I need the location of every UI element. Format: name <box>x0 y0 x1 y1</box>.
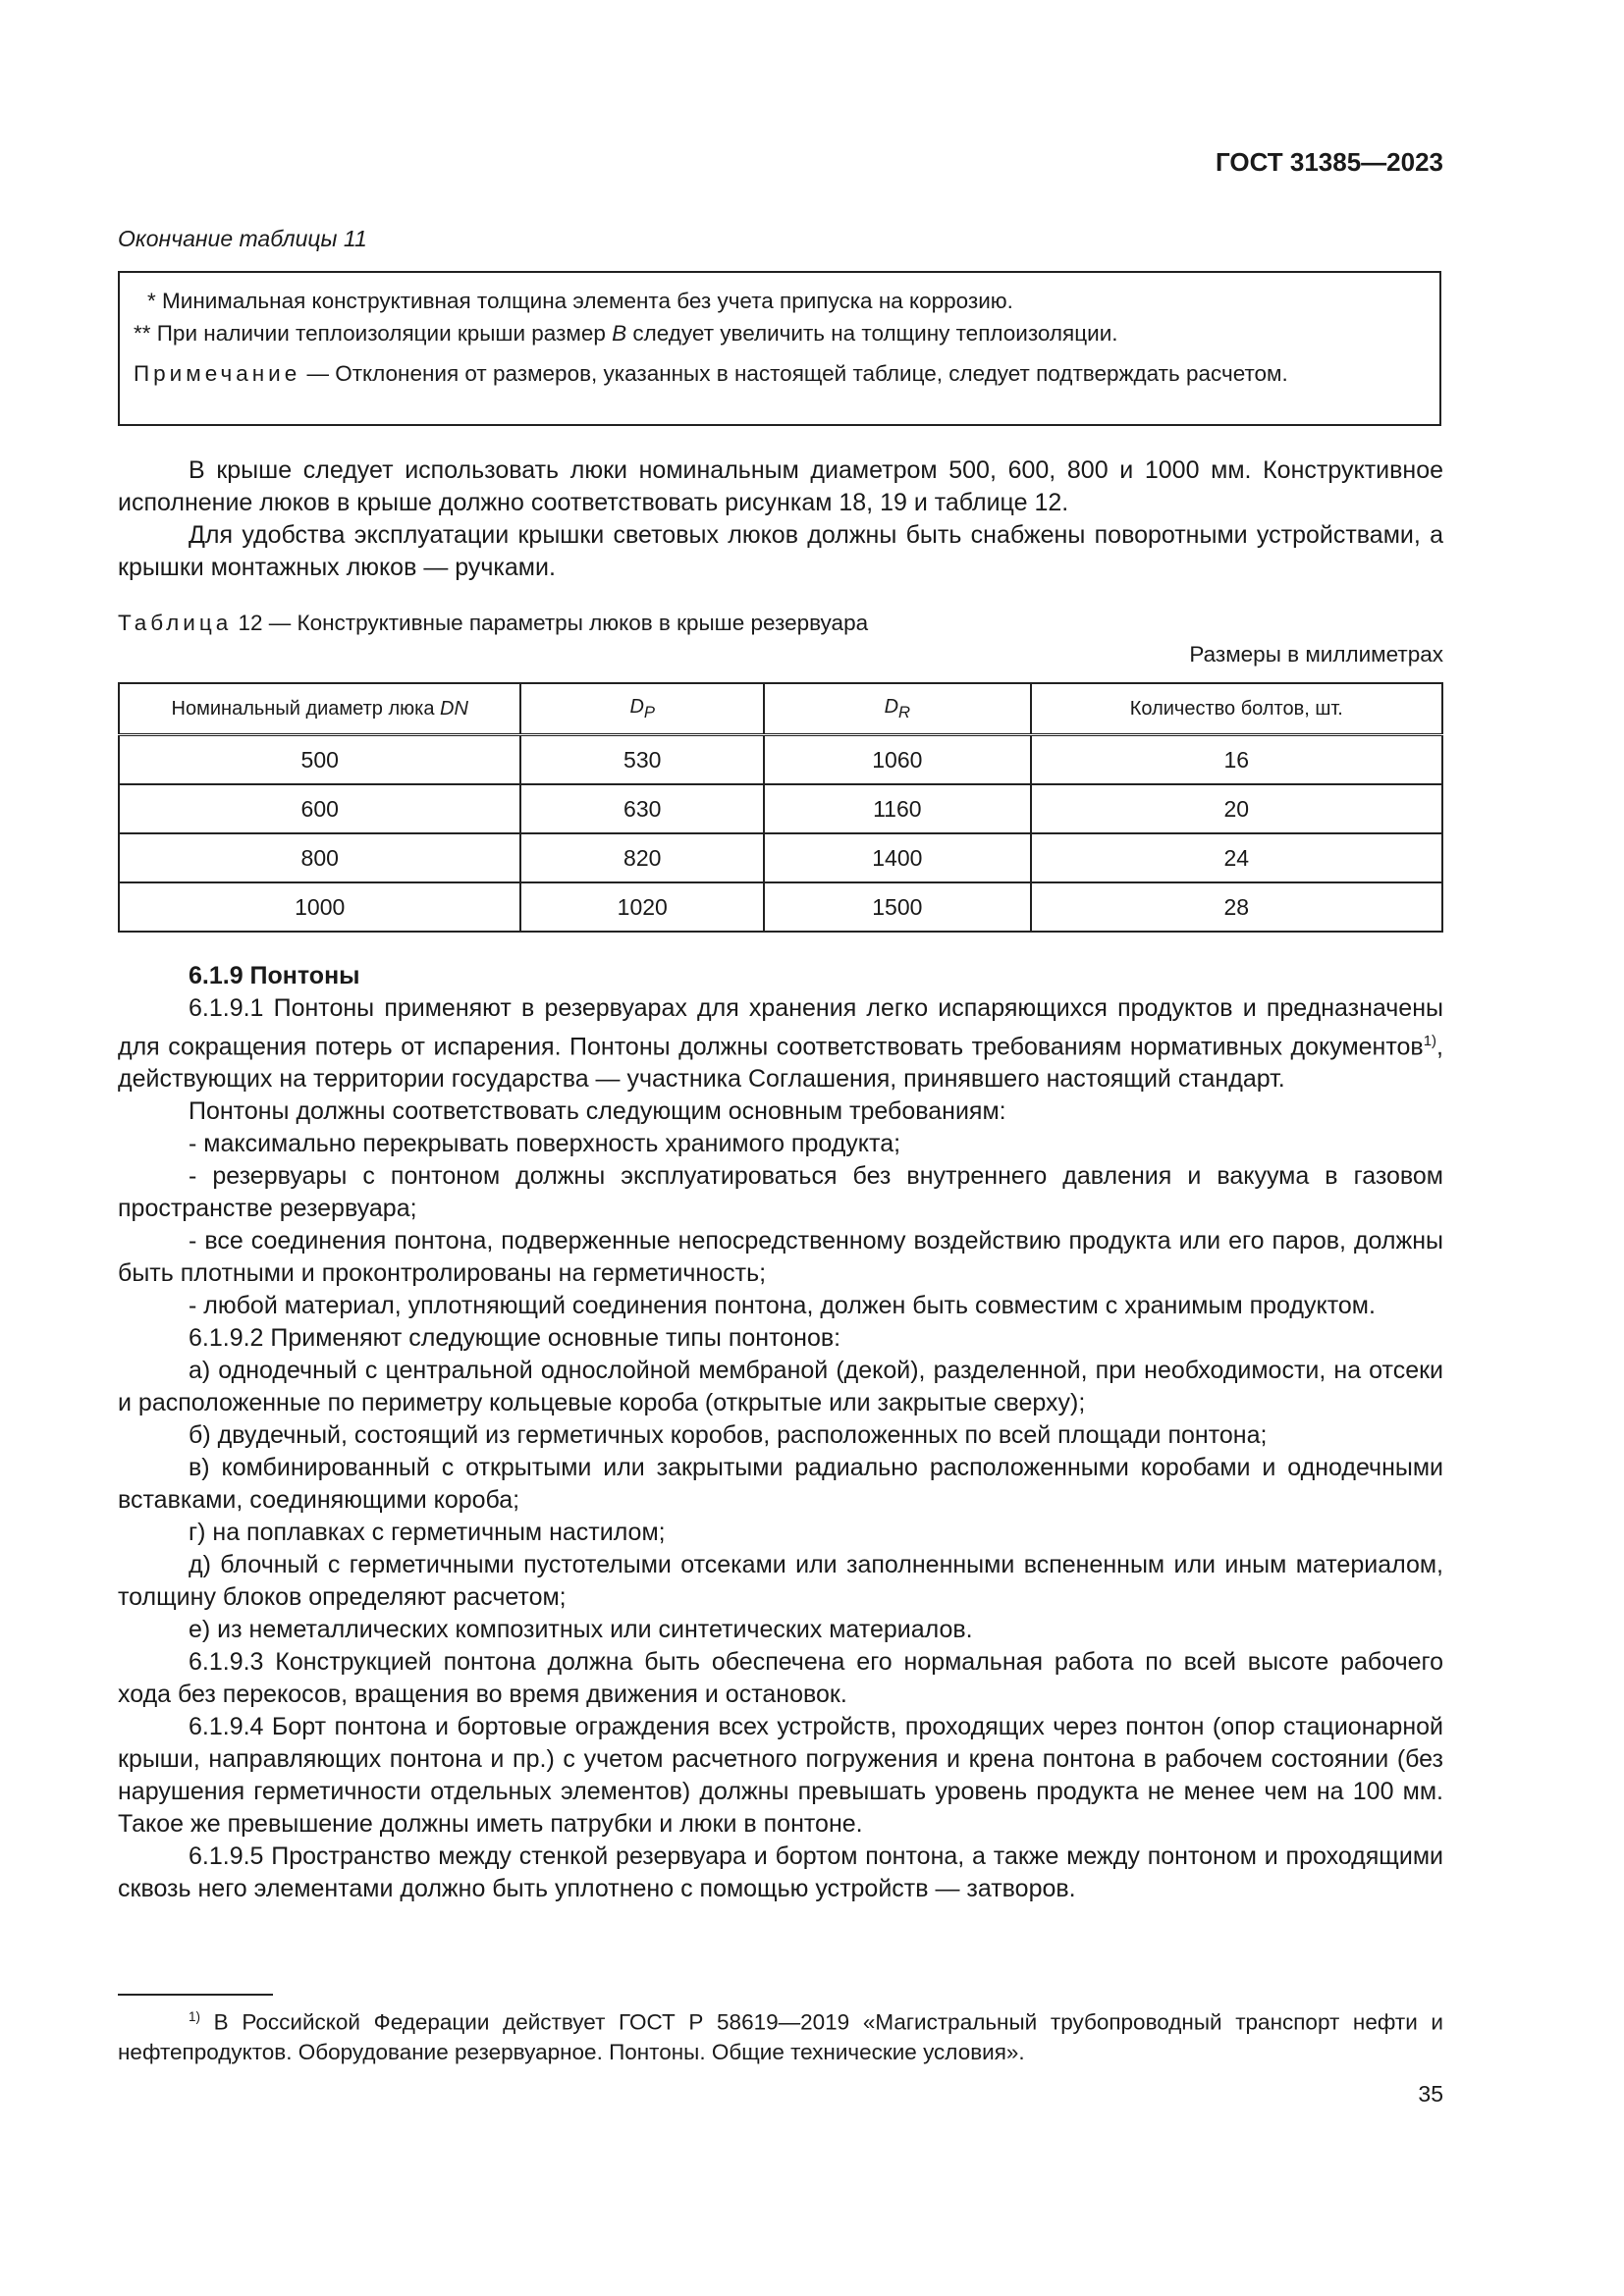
hatch-parameters-table <box>118 682 1443 933</box>
col-header-bolts: Количество болтов, шт. <box>1031 683 1442 735</box>
hatch-paragraphs <box>118 454 1443 584</box>
table-continuation-caption: Окончание таблицы 11 <box>118 226 367 251</box>
list-item: г) на поплавках с герметичным настилом; <box>189 1519 666 1547</box>
list-item: б) двудечный, состоящий из герметичных коробов, расположенных по всей площади понтона; <box>189 1421 1268 1450</box>
paragraph: 6.1.9.5 Пространство между стенкой резервуара и бортом понтона, а также между понтоном и проходящими сквозь него элементами должно быть уплотнено с помощью устройств — затворов. <box>118 1842 1443 1903</box>
table-cell: 630 <box>520 784 764 833</box>
table-header-row <box>119 683 1442 735</box>
paragraph: Для удобства эксплуатации крышки световых люков должны быть снабжены поворотными устройствами, а крышки монтажных люков — ручками. <box>118 521 1443 581</box>
table-cell: 800 <box>119 833 520 882</box>
table-cell: 24 <box>1031 833 1442 882</box>
col-header-dn: Номинальный диаметр люка DN <box>119 683 520 735</box>
table-cell: 500 <box>119 735 520 785</box>
footnote-ref[interactable]: 1) <box>1423 1033 1437 1049</box>
paragraph: 6.1.9.1 Понтоны применяют в резервуарах для хранения легко испаряющихся продуктов и предназначены для сокращения потерь от испарения. Понтоны должны соответствовать требованиям нормативных документов$^{1)}$, действующих на территории государства — участника Соглашения, принявшего настоящий стандарт. <box>118 994 1443 1094</box>
document-header: ГОСТ 31385—2023 <box>1216 147 1443 177</box>
section-pontoons <box>118 960 1443 1905</box>
table11-notes-box <box>118 271 1441 426</box>
table-cell: 28 <box>1031 882 1442 932</box>
list-item: е) из неметаллических композитных или синтетических материалов. <box>189 1616 973 1644</box>
list-item: - максимально перекрывать поверхность хранимого продукта; <box>189 1130 901 1158</box>
footnote-separator <box>118 1994 273 1996</box>
list-item: - резервуары с понтоном должны эксплуатироваться без внутреннего давления и вакуума в газовом пространстве резервуара; <box>118 1162 1443 1223</box>
table-row <box>119 784 1442 833</box>
table-footnote-2: ** При наличии теплоизоляции крыши размер В следует увеличить на толщину теплоизоляции. <box>134 321 1118 346</box>
list-item: - любой материал, уплотняющий соединения понтона, должен быть совместим с хранимым продуктом. <box>189 1292 1376 1320</box>
table-cell: 1020 <box>520 882 764 932</box>
table-cell: 820 <box>520 833 764 882</box>
paragraph: 6.1.9.4 Борт понтона и бортовые ограждения всех устройств, проходящих через понтон (опор стационарной крыши, направляющих понтона и пр.) с учетом расчетного погружения и крена понтона в рабочем состоянии (без нарушения герметичности отдельных элементов) должны превышать уровень продукта не менее чем на 100 мм. Такое же превышение должны иметь патрубки и люки в понтоне. <box>118 1713 1443 1839</box>
table12-caption: Таблица 12 — Конструктивные параметры люков в крыше резервуара <box>118 611 869 635</box>
footnote: $^{1)}$ В Российской Федерации действует ГОСТ Р 58619—2019 «Магистральный трубопроводный транспорт нефти и нефтепродуктов. Оборудование резервуарное. Понтоны. Общие технические условия». <box>118 2009 1443 2064</box>
col-header-dr: $D_R$ <box>764 683 1031 735</box>
paragraph: 6.1.9.2 Применяют следующие основные типы понтонов: <box>189 1324 841 1353</box>
table-cell: 1060 <box>764 735 1031 785</box>
table-note: Примечание — Отклонения от размеров, указанных в настоящей таблице, следует подтверждать расчетом. <box>134 361 1288 386</box>
list-item: д) блочный с герметичными пустотелыми отсеками или заполненными вспененным или иным материалом, толщину блоков определяют расчетом; <box>118 1551 1443 1612</box>
list-item: а) однодечный с центральной однослойной мембраной (декой), разделенной, при необходимости, на отсеки и расположенные по периметру кольцевые короба (открытые или закрытые сверху); <box>118 1357 1443 1417</box>
paragraph: Понтоны должны соответствовать следующим основным требованиям: <box>189 1097 1006 1126</box>
section-title: 6.1.9 Понтоны <box>189 962 360 989</box>
list-item: - все соединения понтона, подверженные непосредственному воздействию продукта или его паров, должны быть плотными и проконтролированы на герметичность; <box>118 1227 1443 1288</box>
table-cell: 1160 <box>764 784 1031 833</box>
table-cell: 600 <box>119 784 520 833</box>
page-number: 35 <box>1418 2081 1443 2107</box>
table-cell: 16 <box>1031 735 1442 785</box>
table-cell: 1000 <box>119 882 520 932</box>
table-cell: 530 <box>520 735 764 785</box>
table-footnote-1: * Минимальная конструктивная толщина элемента без учета припуска на коррозию. <box>147 289 1013 313</box>
paragraph: 6.1.9.3 Конструкцией понтона должна быть обеспечена его нормальная работа по всей высоте рабочего хода без перекосов, вращения во время движения и остановок. <box>118 1648 1443 1709</box>
note-label: Примечание <box>134 361 301 386</box>
table-row <box>119 735 1442 785</box>
table-cell: 20 <box>1031 784 1442 833</box>
list-item: в) комбинированный с открытыми или закрытыми радиально расположенными коробами и однодечными вставками, соединяющими короба; <box>118 1454 1443 1515</box>
table12-units: Размеры в миллиметрах <box>1189 642 1443 667</box>
table-row <box>119 833 1442 882</box>
paragraph: В крыше следует использовать люки номинальным диаметром 500, 600, 800 и 1000 мм. Конструктивное исполнение люков в крыше должно соответствовать рисункам 18, 19 и таблице 12. <box>118 456 1443 516</box>
table-row <box>119 882 1442 932</box>
table-cell: 1500 <box>764 882 1031 932</box>
table-cell: 1400 <box>764 833 1031 882</box>
col-header-dp: $D_P$ <box>520 683 764 735</box>
